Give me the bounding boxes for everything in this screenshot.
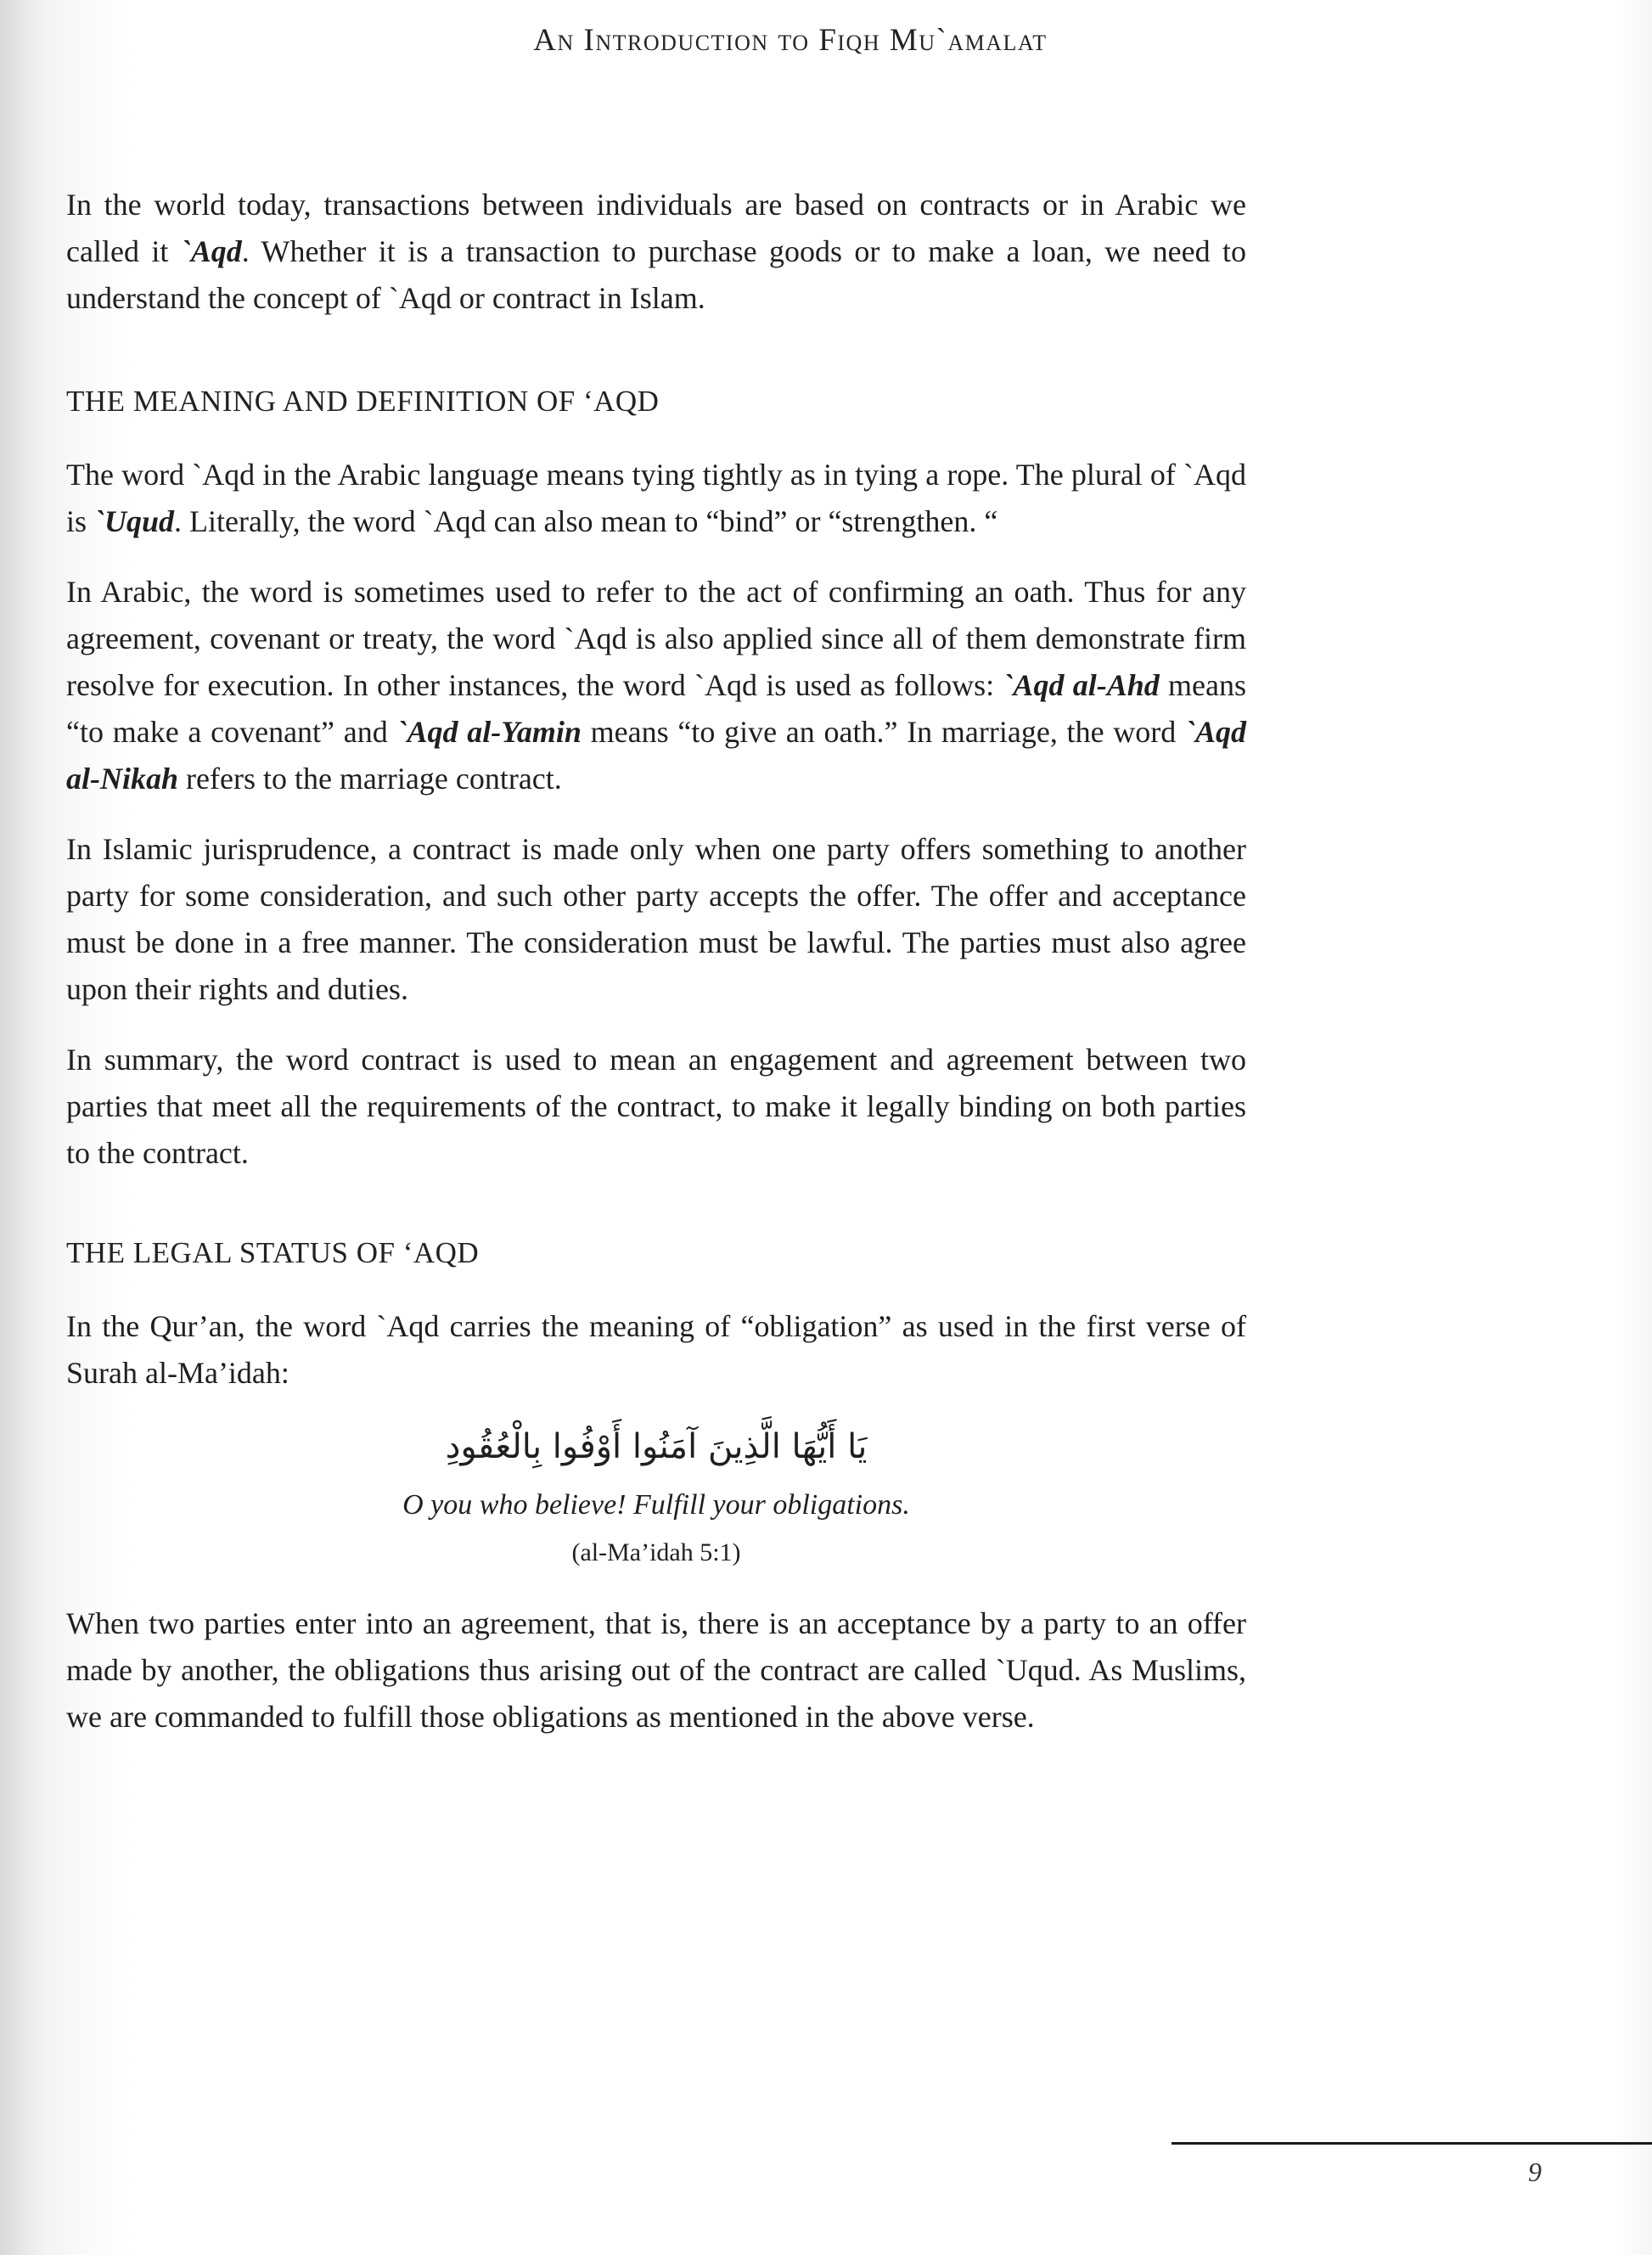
paragraph-oath [66,569,1246,802]
text-span: The word `Aqd in the Arabic language means tying tightly as in tying a rope. The plural of `Aqd is [66,458,1246,538]
term-uqud: `Uqud [94,504,175,538]
paragraph-jurisprudence: In Islamic jurisprudence, a contract is made only when one party offers something to another party for some consideration, and such other party accepts the offer. The offer and acceptance must be done in a free manner. The consideration must be lawful. The parties must also agree upon their rights and duties. [66,832,1246,1006]
intro-text-1: In the world today, transactions between individuals are based on contracts or in Arabic we called it [66,188,1246,268]
term-aqd-al-nikah: `Aqd al-Nikah [66,715,1246,796]
arabic-verse: يَا أَيُّهَا الَّذِينَ آمَنُوا أَوْفُوا بِالْعُقُودِ [445,1427,868,1466]
term-aqd: `Aqd [180,234,242,268]
intro-paragraph [66,182,1246,322]
term-aqd-al-ahd: `Aqd al-Ahd [1003,668,1160,702]
text-span: means “to give an oath.” In marriage, the word [581,715,1185,749]
paragraph-obligations: When two parties enter into an agreement, that is, there is an acceptance by a party to an offer made by another, the obligations thus arising out of the contract are called `Uqud. As Muslims, we are commanded to fulfill those obligations as mentioned in the above verse. [66,1606,1246,1734]
text-span: . Literally, the word `Aqd can also mean to “bind” or “strengthen. “ [174,504,998,538]
page-number: 9 [1528,2157,1542,2187]
verse-translation: O you who believe! Fulfill your obligations. [402,1489,910,1521]
paragraph-summary: In summary, the word contract is used to mean an engagement and agreement between two parties that meet all the requirements of the contract, to make it legally binding on both parties to the contract. [66,1043,1246,1170]
verse-citation: (al-Ma’idah 5:1) [571,1538,741,1566]
text-span: means “to make a covenant” and [66,668,1247,749]
intro-text-2: . Whether it is a transaction to purchase goods or to make a loan, we need to understand the concept of `Aqd or contract in Islam. [66,234,1246,315]
text-span: refers to the marriage contract. [178,762,562,796]
section-heading-legal-status: THE LEGAL STATUS OF ‘AQD [66,1236,480,1269]
text-span: In Arabic, the word is sometimes used to refer to the act of confirming an oath. Thus for any agreement, covenant or treaty, the word `Aqd is also applied since all of them demonstrate firm resolve for execution. In other instances, the word `Aqd is used as follows: [66,575,1246,702]
term-aqd-al-yamin: `Aqd al-Yamin [396,715,582,749]
body-text [66,182,1246,1764]
running-head: An Introduction to Fiqh Mu`amalat [533,23,1048,58]
section-heading-meaning: THE MEANING AND DEFINITION OF ‘AQD [66,385,660,418]
paragraph-quran: In the Qur’an, the word `Aqd carries the meaning of “obligation” as used in the first verse of Surah al-Ma’idah: [66,1309,1246,1390]
paragraph-meaning [66,452,1246,545]
footer-rule [1172,2142,1652,2145]
